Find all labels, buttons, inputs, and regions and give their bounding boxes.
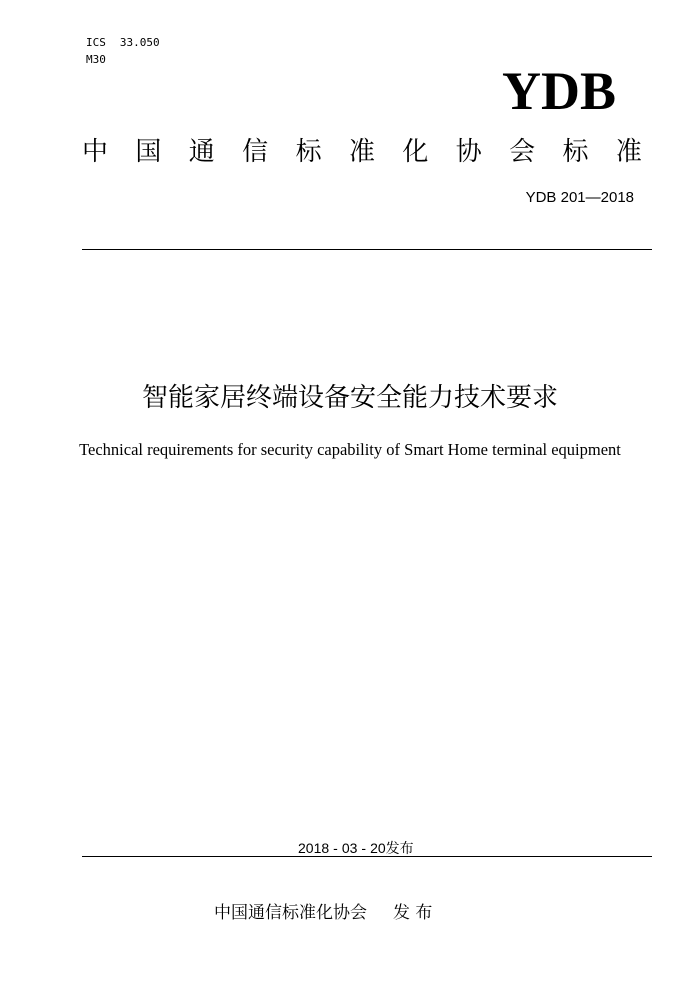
org-char: 国 [135,137,162,167]
standard-number: YDB 201—2018 [525,189,634,206]
release-label: 发布 [385,840,414,856]
top-divider [82,249,652,250]
org-char: 标 [295,137,322,167]
organization-standard-title [82,132,642,172]
org-char: 信 [242,137,269,167]
ics-label: ICS [86,36,106,49]
classification-code: M30 [86,53,106,66]
document-title-chinese: 智能家居终端设备安全能力技术要求 [141,383,558,413]
issuer-line [214,900,432,926]
ics-code [86,36,160,49]
date-separator: - [333,840,338,856]
org-char: 协 [455,137,482,167]
document-title-english: Technical requirements for security capability of Smart Home terminal equipment [79,440,621,459]
ics-number: 33.050 [119,36,160,49]
issuer-name: 中国通信标准化协会 [214,903,367,923]
org-char: 准 [348,137,375,167]
org-char: 标 [562,137,589,167]
org-char: 会 [509,137,536,167]
release-date [298,838,414,858]
ydb-logo: YDB [501,61,616,121]
org-char: 准 [615,137,642,167]
release-day: 20 [370,840,386,856]
org-char: 通 [188,137,215,167]
release-month: 03 [341,840,358,856]
org-char: 化 [402,137,429,167]
release-year: 2018 [298,840,330,856]
bottom-divider [82,856,652,857]
date-separator: - [361,840,367,856]
issue-action: 发 布 [393,903,433,923]
org-char: 中 [82,137,109,167]
